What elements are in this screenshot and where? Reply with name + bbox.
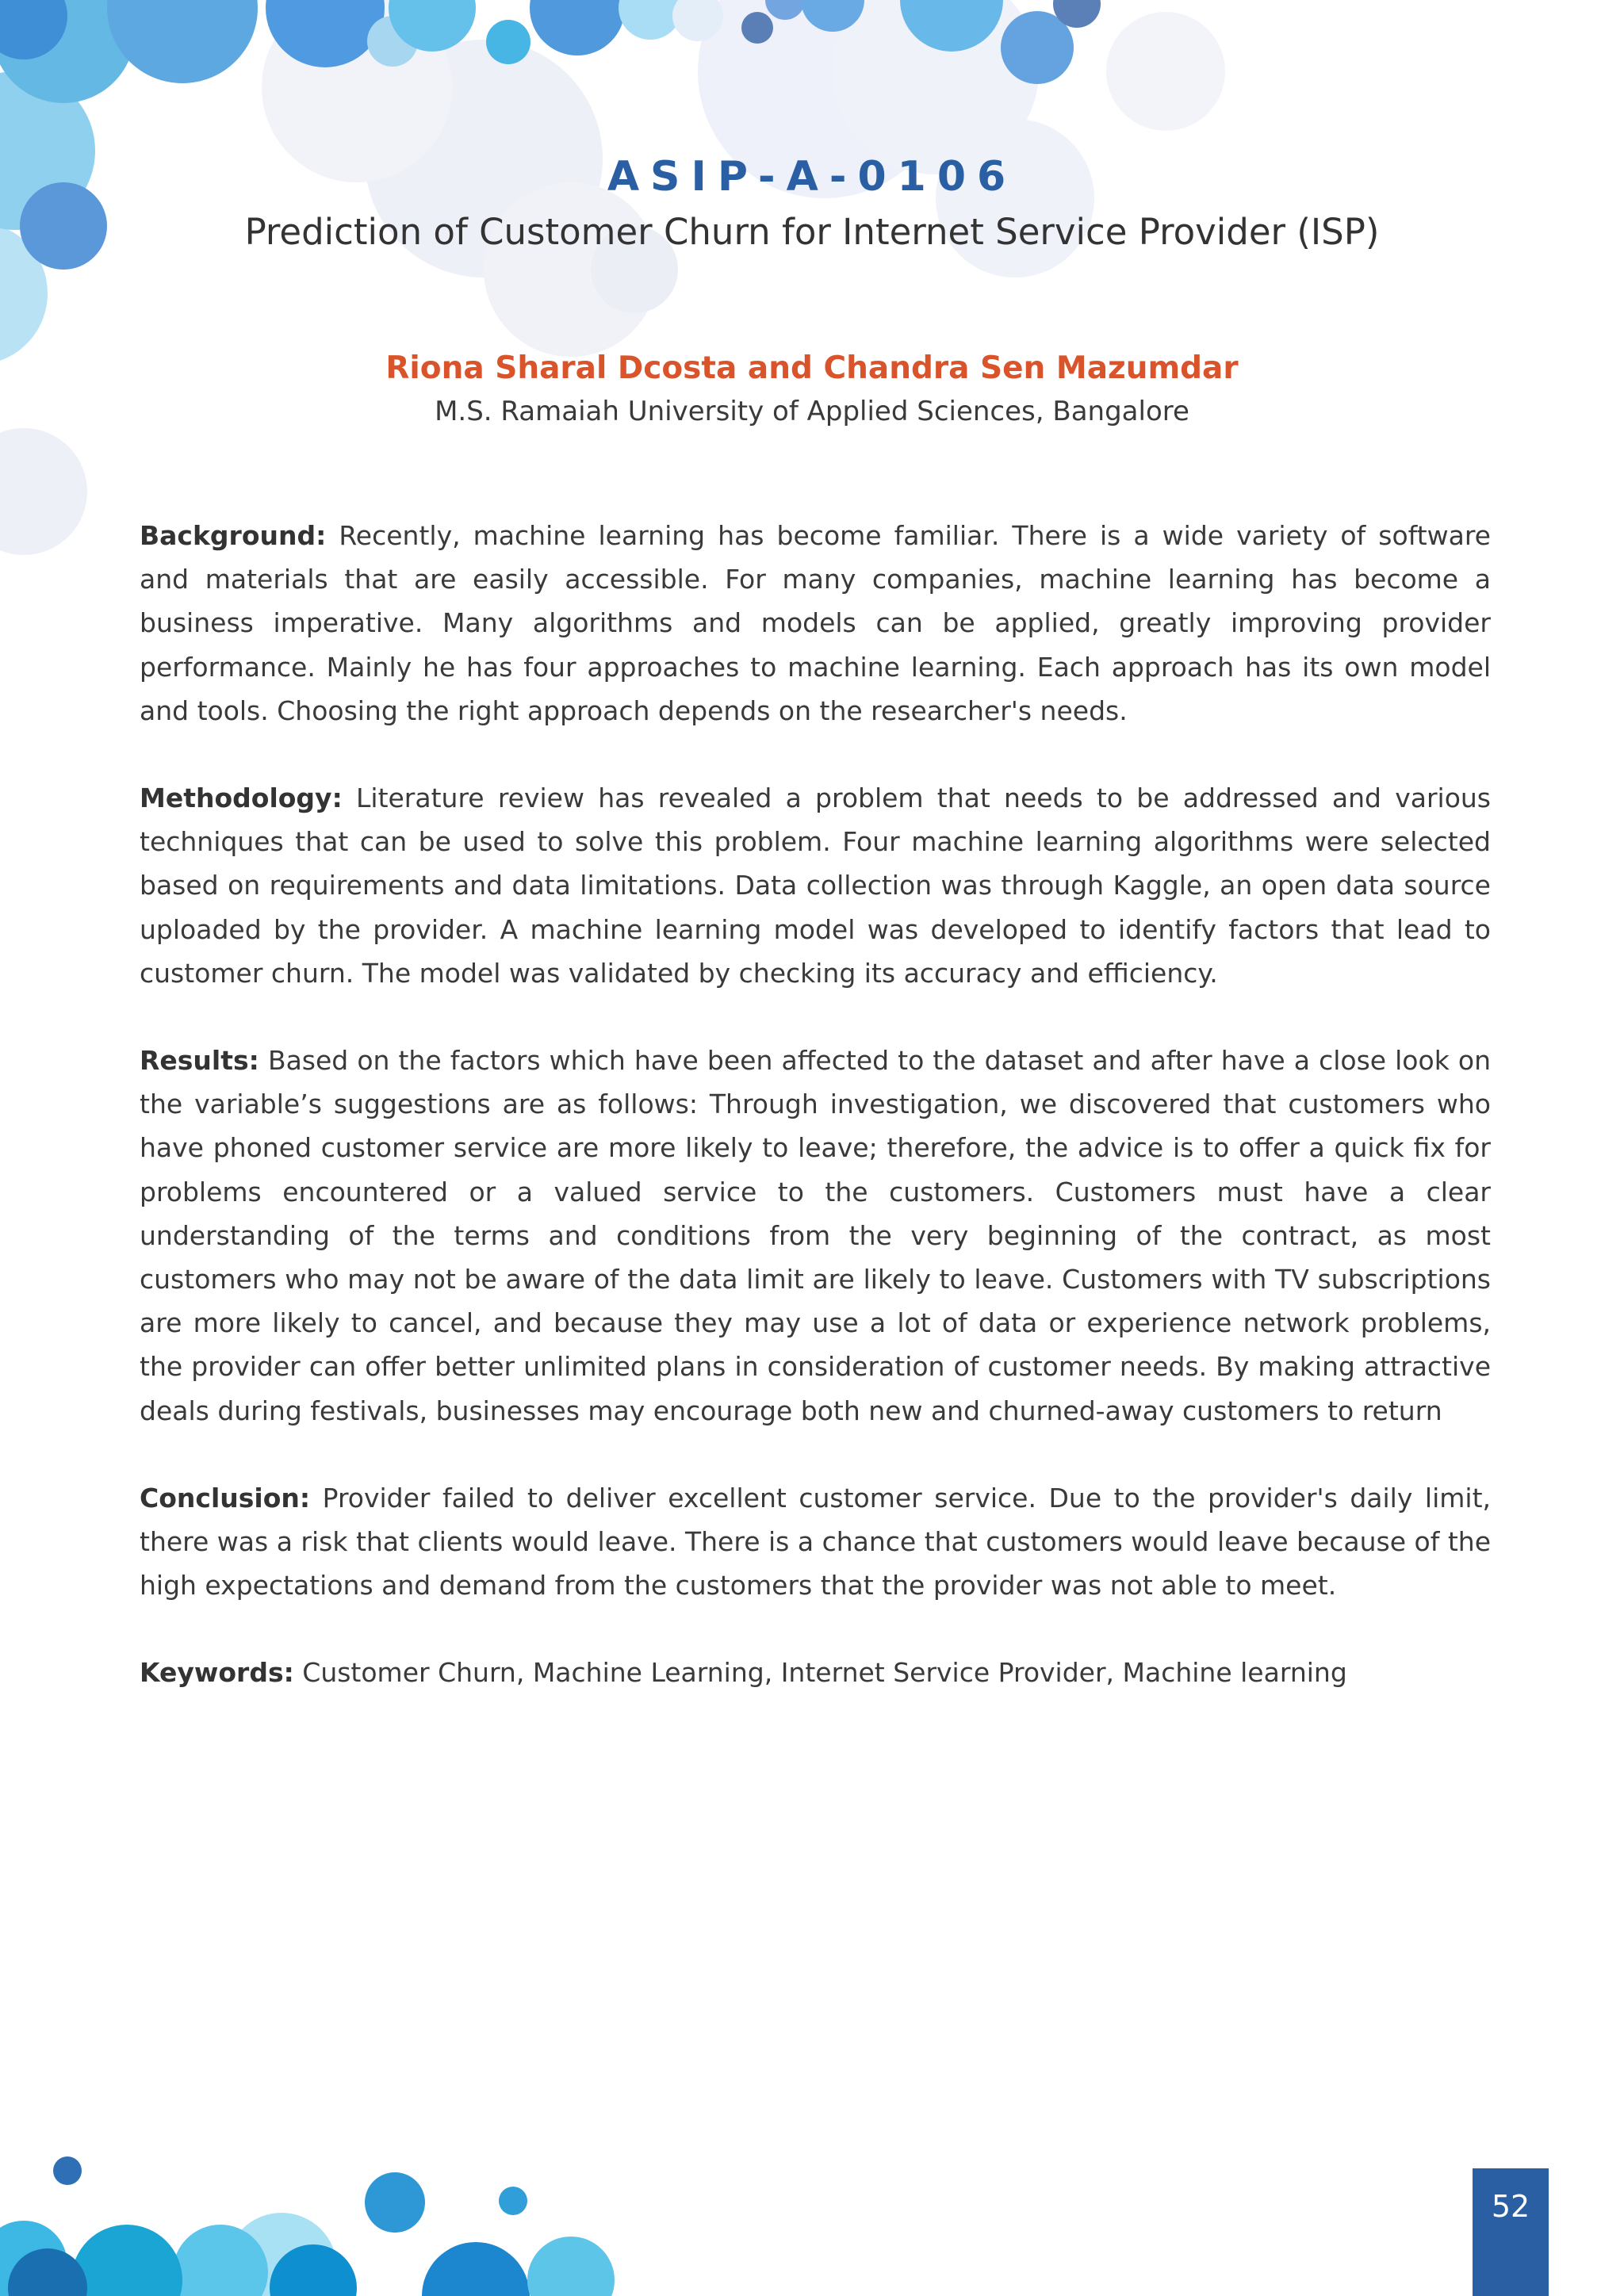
section-conclusion	[140, 1476, 1491, 1608]
section-label: Keywords:	[140, 1657, 294, 1689]
decorative-bubbles-top	[0, 0, 1624, 603]
section-text: Based on the factors which have been affected to the dataset and after have a close look on the variable’s suggestions are as follows: Through investigation, we discovered that customers who have phoned customer service are more likely to leave; therefore, the advice is to offer a quick fix for problems encountered or a valued service to the customers. Customers must have a clear understanding of the terms and conditions from the very beginning of the contract, as most customers who may not be aware of the data limit are likely to leave. Customers with TV subscriptions are more likely to cancel, and because they may use a lot of data or experience network problems, the provider can offer better unlimited plans in consideration of customer needs. By making attractive deals during festivals, businesses may encourage both new and churned-away customers to return	[140, 1045, 1491, 1426]
decorative-bubbles-bottom	[0, 2153, 714, 2296]
section-label: Results:	[140, 1045, 259, 1077]
section-methodology	[140, 776, 1491, 995]
page-number: 52	[1491, 2189, 1530, 2224]
section-text: Recently, machine learning has become familiar. There is a wide variety of software and materials that are easily accessible. For many companies, machine learning has become a business imperative. Many algorithms and models can be applied, greatly improving provider performance. Mainly he has four approaches to machine learning. Each approach has its own model and tools. Choosing the right approach depends on the researcher's needs.	[140, 520, 1491, 726]
header	[0, 149, 1624, 260]
section-background	[140, 514, 1491, 733]
abstract-body	[140, 514, 1491, 1695]
section-text: Literature review has revealed a problem that needs to be addressed and various techniques that can be used to solve this problem. Four machine learning algorithms were selected based on requirements and data limitations. Data collection was through Kaggle, an open data source uploaded by the provider. A machine learning model was developed to identify factors that lead to customer churn. The model was validated by checking its accuracy and efficiency.	[140, 783, 1491, 989]
paper-title: Prediction of Customer Churn for Internet Service Provider (ISP)	[244, 211, 1380, 253]
page-number-badge	[1473, 2168, 1549, 2296]
section-label: Conclusion:	[140, 1482, 311, 1513]
section-label: Methodology:	[140, 783, 343, 814]
section-label: Background:	[140, 520, 327, 551]
authors: Riona Sharal Dcosta and Chandra Sen Mazumdar	[385, 350, 1239, 386]
section-keywords	[140, 1651, 1491, 1694]
affiliation: M.S. Ramaiah University of Applied Sciences, Bangalore	[435, 396, 1189, 427]
section-text: Customer Churn, Machine Learning, Internet Service Provider, Machine learning	[302, 1657, 1347, 1689]
section-text: Provider failed to deliver excellent customer service. Due to the provider's daily limit, there was a risk that clients would leave. There is a chance that customers would leave because of the high expectations and demand from the customers that the provider was not able to meet.	[140, 1482, 1491, 1601]
section-results	[140, 1039, 1491, 1433]
abstract-id: ASIP-A-0106	[607, 153, 1017, 201]
